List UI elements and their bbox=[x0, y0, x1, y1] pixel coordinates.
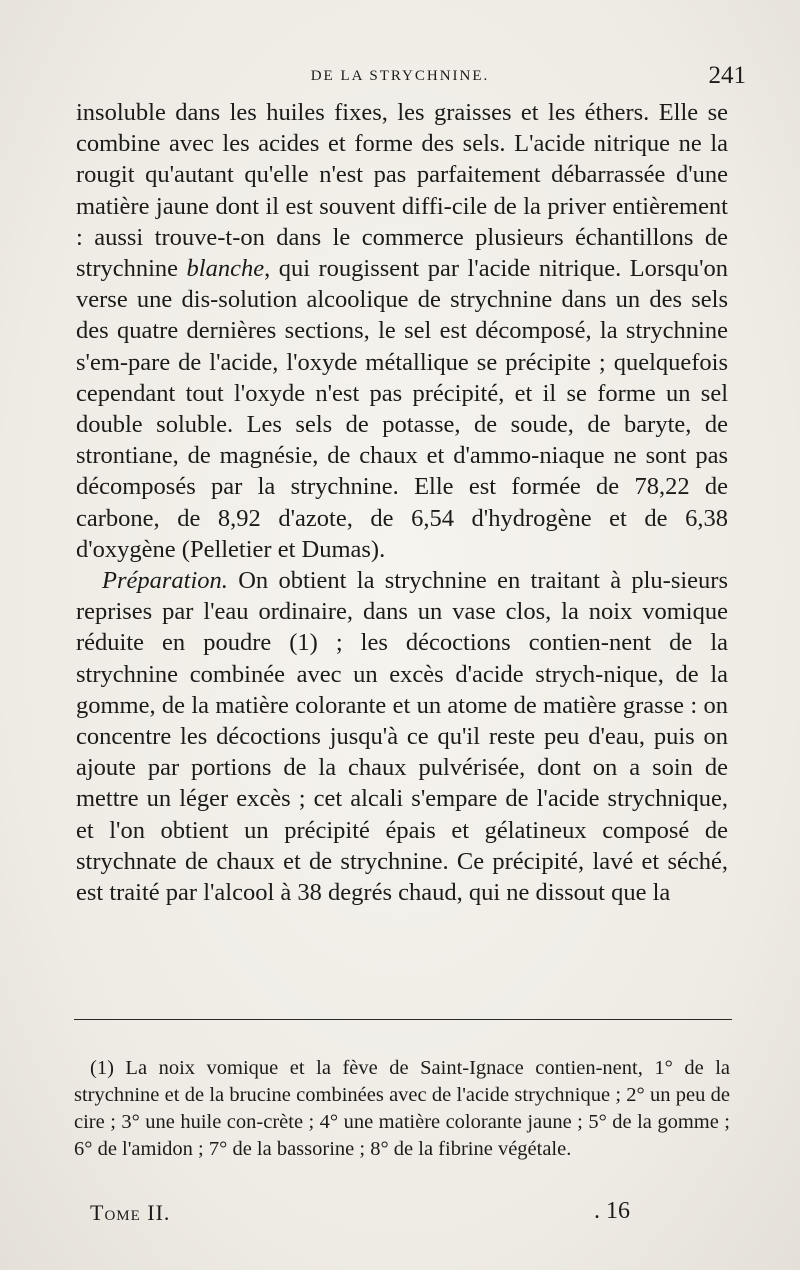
paragraph-properties bbox=[76, 97, 728, 565]
paragraph-preparation-text: On obtient la strychnine en traitant à plu-sieurs reprises par l'eau ordinaire, dans un vase clos, la noix vomique réduite en poudre (1) ; les décoctions contien-nent de la strychnine combinée avec un excès d'acide strych-nique, de la gomme, de la matière colorante et un atome de matière grasse : on concentre les décoctions jusqu'à ce qu'il reste peu d'eau, puis on ajoute par portions de la chaux pulvérisée, dont on a soin de mettre un léger excès ; cet alcali s'empare de l'acide strychnique, et l'on obtient un précipité épais et gélatineux composé de strychnate de chaux et de strychnine. Ce précipité, lavé et séché, est traité par l'alcool à 38 degrés chaud, qui ne dissout que la bbox=[76, 567, 728, 907]
section-heading-preparation: Préparation. bbox=[102, 567, 228, 595]
paragraph-properties-text: insoluble dans les huiles fixes, les graisses et les éthers. Elle se combine avec les acides et forme des sels. L'acide nitrique ne la rougit qu'autant qu'elle n'est pas parfaitement débarrassée d'une matière jaune dont il est souvent diffi-cile de la priver entièrement : aussi trouve-t-on dans le commerce plusieurs échantillons de strychnine bbox=[76, 99, 728, 283]
page-number: 241 bbox=[708, 62, 746, 89]
running-head bbox=[60, 62, 746, 92]
signature-number: . 16 bbox=[594, 1198, 630, 1224]
paragraph-preparation bbox=[76, 565, 728, 908]
body-text bbox=[76, 97, 728, 908]
running-title: DE LA STRYCHNINE. bbox=[310, 68, 490, 84]
paragraph-properties-end: , qui rougissent par l'acide nitrique. Lorsqu'on verse une dis-solution alcoolique de strychnine dans un des sels des quatre dernières sections, le sel est décomposé, la strychnine s'em-pare de l'acide, l'oxyde métallique se précipite ; quelquefois cependant tout l'oxyde n'est pas précipité, et il se forme un sel double soluble. Les sels de potasse, de soude, de baryte, de strontiane, de magnésie, de chaux et d'ammo-niaque ne sont pas décomposés par la strychnine. Elle est formée de 78,22 de carbone, de 8,92 d'azote, de 6,54 d'hydrogène et de 6,38 d'oxygène (Pelletier et Dumas). bbox=[76, 255, 728, 563]
volume-label: Tome II. bbox=[90, 1200, 171, 1225]
printer-signature bbox=[90, 1198, 630, 1232]
footnote-text: (1) La noix vomique et la fève de Saint-Ignace contien-nent, 1° de la strychnine et de la brucine combinées avec de l'acide strychnique ; 2° un peu de cire ; 3° une huile con-crète ; 4° une matière colorante jaune ; 5° de la gomme ; 6° de l'amidon ; 7° de la bassorine ; 8° de la fibrine végétale. bbox=[74, 1057, 730, 1160]
italic-term-blanche: blanche bbox=[186, 255, 265, 283]
footnote-divider bbox=[74, 1019, 732, 1020]
footnote bbox=[74, 1055, 730, 1163]
